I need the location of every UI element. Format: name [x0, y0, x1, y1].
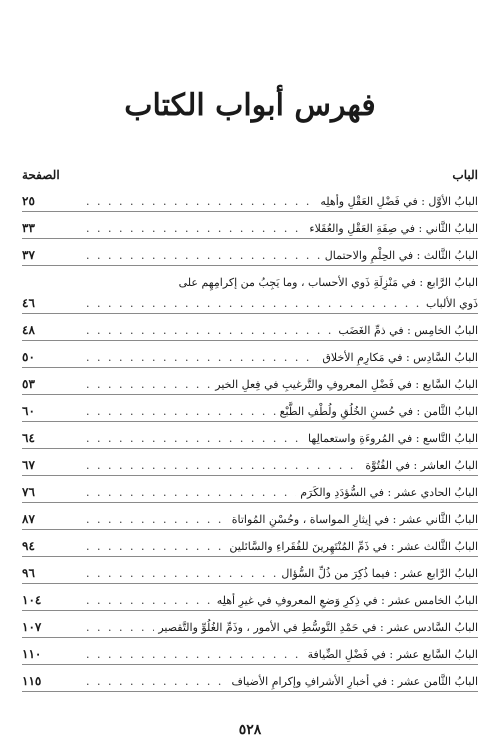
toc-entry-page: ٦٤	[22, 431, 35, 445]
leader-dots	[86, 537, 225, 556]
page-column-header: الصفحة	[22, 168, 60, 182]
toc-entry-page: ١٠٤	[22, 593, 42, 607]
toc-header	[22, 168, 478, 188]
leader-dots	[86, 348, 318, 367]
toc-entry-page: ١٠٧	[22, 620, 42, 634]
leader-dots	[86, 402, 276, 421]
toc-entry	[22, 483, 478, 503]
toc-entry-page: ٩٤	[22, 539, 35, 553]
toc-entry	[22, 564, 478, 584]
toc-entry-page: ٥٠	[22, 350, 35, 364]
leader-dots	[86, 645, 304, 664]
toc-entry-page: ٧٦	[22, 485, 35, 499]
leader-dots	[86, 321, 334, 340]
leader-dots	[86, 375, 211, 394]
toc-entry-page: ٤٦	[22, 296, 35, 310]
chapter-column-header: الباب	[452, 168, 478, 182]
leader-dots	[86, 564, 277, 583]
table-of-contents	[22, 192, 478, 699]
leader-dots	[86, 192, 316, 211]
leader-dots	[86, 246, 321, 265]
toc-entry	[22, 402, 478, 422]
toc-entry-title: البابُ الثَّامن : في حُسنِ الخُلُقِ ولُطْفِ الطَّبْع	[279, 405, 478, 418]
toc-entry	[22, 375, 478, 395]
toc-entry-title: البابُ الخامِس : في ذمِّ الغَضَب	[338, 324, 478, 337]
toc-entry	[22, 348, 478, 368]
toc-entry	[22, 672, 478, 692]
toc-entry-title: البابُ السَّادِس : في مَكارِمِ الأخلاق	[322, 351, 478, 364]
toc-entry	[22, 219, 478, 239]
toc-entry-page: ٣٧	[22, 248, 35, 262]
toc-entry	[22, 321, 478, 341]
leader-dots	[86, 483, 296, 502]
toc-entry-page: ٣٣	[22, 221, 35, 235]
toc-entry-title: البابُ السَّابع عشر : في فَضْلِ الضِّيافة	[307, 648, 478, 661]
toc-entry-page: ٢٥	[22, 194, 35, 208]
toc-entry-page: ١١٠	[22, 647, 42, 661]
toc-entry-title: البابُ الثَّالث عشر : في ذَمِّ المُنْتَهِرينَ للفُقَراءِ والسَّائلين	[229, 540, 478, 553]
leader-dots	[86, 591, 213, 610]
toc-entry-title: البابُ الحادي عشر : في السُّؤدَدِ والكَرَم	[300, 486, 478, 499]
page-title: فهرس أبواب الكتاب	[124, 88, 376, 123]
page-number: ٥٢٨	[238, 722, 262, 738]
toc-entry-page: ٤٨	[22, 323, 35, 337]
leader-dots	[86, 618, 154, 637]
toc-entry-title-line1: البابُ الرَّابع : في مَنْزِلَةِ ذَوي الأحساب ، وما يَجِبُ من إكرامِهِم على	[178, 276, 478, 289]
leader-dots	[86, 294, 422, 313]
toc-entry	[22, 456, 478, 476]
toc-entry-title: البابُ السَّابع : في فَضْلِ المعروفِ والتَّرغيبِ في فِعلِ الخير	[215, 378, 478, 391]
toc-entry-page: ٦٠	[22, 404, 35, 418]
toc-entry-page: ٨٧	[22, 512, 35, 526]
toc-entry-title: البابُ الخامس عشر : في ذِكرِ وَضعِ المعروفِ في غيرِ أهلِه	[216, 594, 478, 607]
toc-entry	[22, 510, 478, 530]
toc-entry-page: ٥٣	[22, 377, 35, 391]
toc-entry	[22, 618, 478, 638]
toc-entry	[22, 645, 478, 665]
toc-entry-title: ذَوي الألباب	[425, 297, 478, 310]
leader-dots	[86, 219, 305, 238]
toc-entry-title: البابُ الأوَّل : في فَضْلِ العَقْلِ وأهلِه	[320, 195, 478, 208]
toc-entry-title: البابُ السَّادس عشر : في حَمْدِ التَّوسُّطِ في الأمور ، وذَمِّ الغُلُوِّ والتَّقصير	[158, 621, 478, 634]
toc-entry	[22, 192, 478, 212]
leader-dots	[86, 429, 304, 448]
toc-entry-title: البابُ العاشر : في الفُتُوَّة	[365, 459, 478, 472]
toc-entry	[22, 246, 478, 266]
toc-entry-page: ٩٦	[22, 566, 35, 580]
toc-entry-title: البابُ الثَّالث : في الحِلْمِ والاحتمال	[324, 249, 478, 262]
toc-entry-title: البابُ الثَّاني : في صِفَةِ العَقْلِ والعُقَلاء	[309, 222, 478, 235]
toc-entry-title: البابُ الثَّامن عشر : في أخبارِ الأشرافِ وإكرامِ الأضياف	[231, 675, 478, 688]
leader-dots	[86, 456, 361, 475]
toc-entry-page: ٦٧	[22, 458, 35, 472]
toc-entry-title: البابُ التَّاسع : في المُروءَةِ واستعمالِها	[308, 432, 478, 445]
leader-dots	[86, 510, 228, 529]
toc-entry-title: البابُ الرَّابع عشر : فيما ذُكِرَ من ذُلِّ السُّؤال	[281, 567, 478, 580]
leader-dots	[86, 672, 227, 691]
toc-entry	[22, 591, 478, 611]
toc-entry-title: البابُ الثَّاني عشر : في إيثارِ المواساة ، وحُسْنِ المُواتاة	[231, 513, 478, 526]
toc-entry	[22, 429, 478, 449]
toc-entry	[22, 537, 478, 557]
toc-entry	[22, 273, 478, 314]
toc-entry-page: ١١٥	[22, 674, 42, 688]
